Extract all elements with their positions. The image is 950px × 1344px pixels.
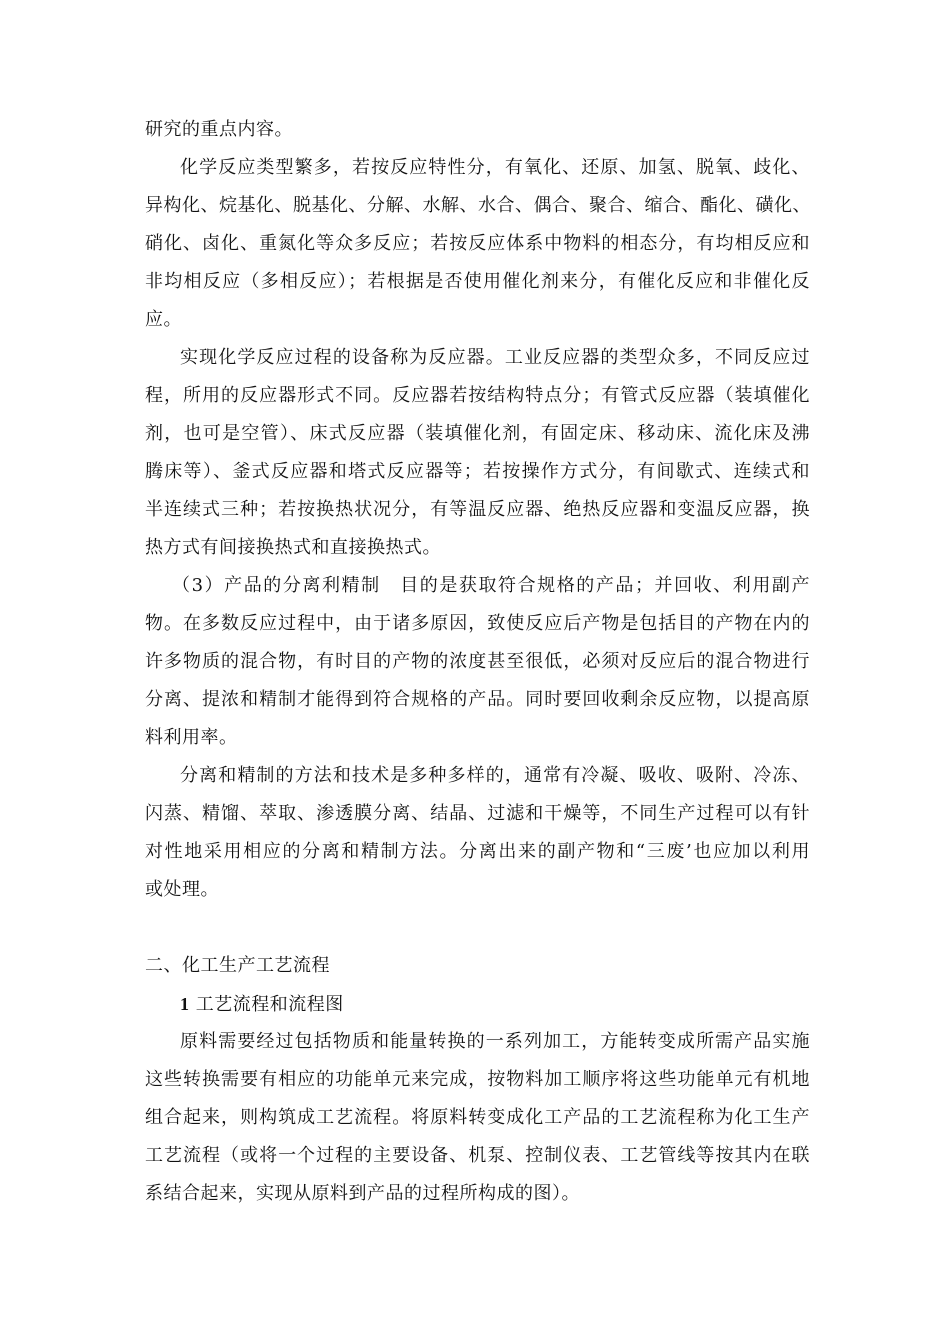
text-line: 物。在多数反应过程中，由于诸多原因，致使反应后产物是包括目的产物在内的	[145, 613, 810, 634]
text-line: 实现化学反应过程的设备称为反应器。工业反应器的类型众多，不同反应过	[180, 347, 810, 368]
text-line: 组合起来，则构筑成工艺流程。将原料转变成化工产品的工艺流程称为化工生产	[145, 1107, 810, 1128]
text-line: 腾床等）、釜式反应器和塔式反应器等；若按操作方式分，有间歇式、连续式和	[145, 461, 810, 482]
text-line: 热方式有间接换热式和直接换热式。	[145, 537, 441, 558]
text-line: 分离、提浓和精制才能得到符合规格的产品。同时要回收剩余反应物，以提高原	[145, 689, 810, 710]
text-line: 工艺流程（或将一个过程的主要设备、机泵、控制仪表、工艺管线等按其内在联	[145, 1145, 810, 1166]
text-line: 分离和精制的方法和技术是多种多样的，通常有冷凝、吸收、吸附、冷冻、	[180, 765, 810, 786]
text-line: 闪蒸、精馏、萃取、渗透膜分离、结晶、过滤和干燥等，不同生产过程可以有针	[145, 803, 810, 824]
text-line: 非均相反应（多相反应）；若根据是否使用催化剂来分，有催化反应和非催化反	[145, 271, 810, 292]
text-line: 研究的重点内容。	[145, 119, 293, 140]
text-line: 应。	[145, 309, 182, 330]
text-line: 许多物质的混合物，有时目的产物的浓度甚至很低，必须对反应后的混合物进行	[145, 651, 810, 672]
text-line: 硝化、卤化、重氮化等众多反应；若按反应体系中物料的相态分，有均相反应和	[145, 233, 810, 254]
text-line: （3）产品的分离利精制 目的是获取符合规格的产品；并回收、利用副产	[172, 575, 810, 596]
text-line: 对性地采用相应的分离和精制方法。分离出来的副产物和“三废’也应加以利用	[145, 841, 810, 862]
subsection-number: 1	[180, 994, 190, 1014]
text-line: 料利用率。	[145, 727, 238, 748]
subsection-heading	[180, 992, 344, 1017]
text-line: 程，所用的反应器形式不同。反应器若按结构特点分；有管式反应器（装填催化	[145, 385, 810, 406]
text-line: 原料需要经过包括物质和能量转换的一系列加工，方能转变成所需产品实施	[180, 1031, 810, 1052]
text-line: 异构化、烷基化、脱基化、分解、水解、水合、偶合、聚合、缩合、酯化、磺化、	[145, 195, 811, 216]
text-line: 剂，也可是空管）、床式反应器（装填催化剂，有固定床、移动床、流化床及沸	[145, 423, 810, 444]
section-heading: 二、化工生产工艺流程	[145, 955, 330, 976]
text-line: 化学反应类型繁多，若按反应特性分，有氧化、还原、加氢、脱氧、歧化、	[180, 157, 810, 178]
text-line: 这些转换需要有相应的功能单元来完成，按物料加工顺序将这些功能单元有机地	[145, 1069, 810, 1090]
subsection-title: 工艺流程和流程图	[195, 994, 344, 1015]
text-line: 半连续式三种；若按换热状况分，有等温反应器、绝热反应器和变温反应器，换	[145, 499, 810, 520]
text-line: 系结合起来，实现从原料到产品的过程所构成的图）。	[145, 1183, 580, 1204]
text-line: 或处理。	[145, 879, 219, 900]
